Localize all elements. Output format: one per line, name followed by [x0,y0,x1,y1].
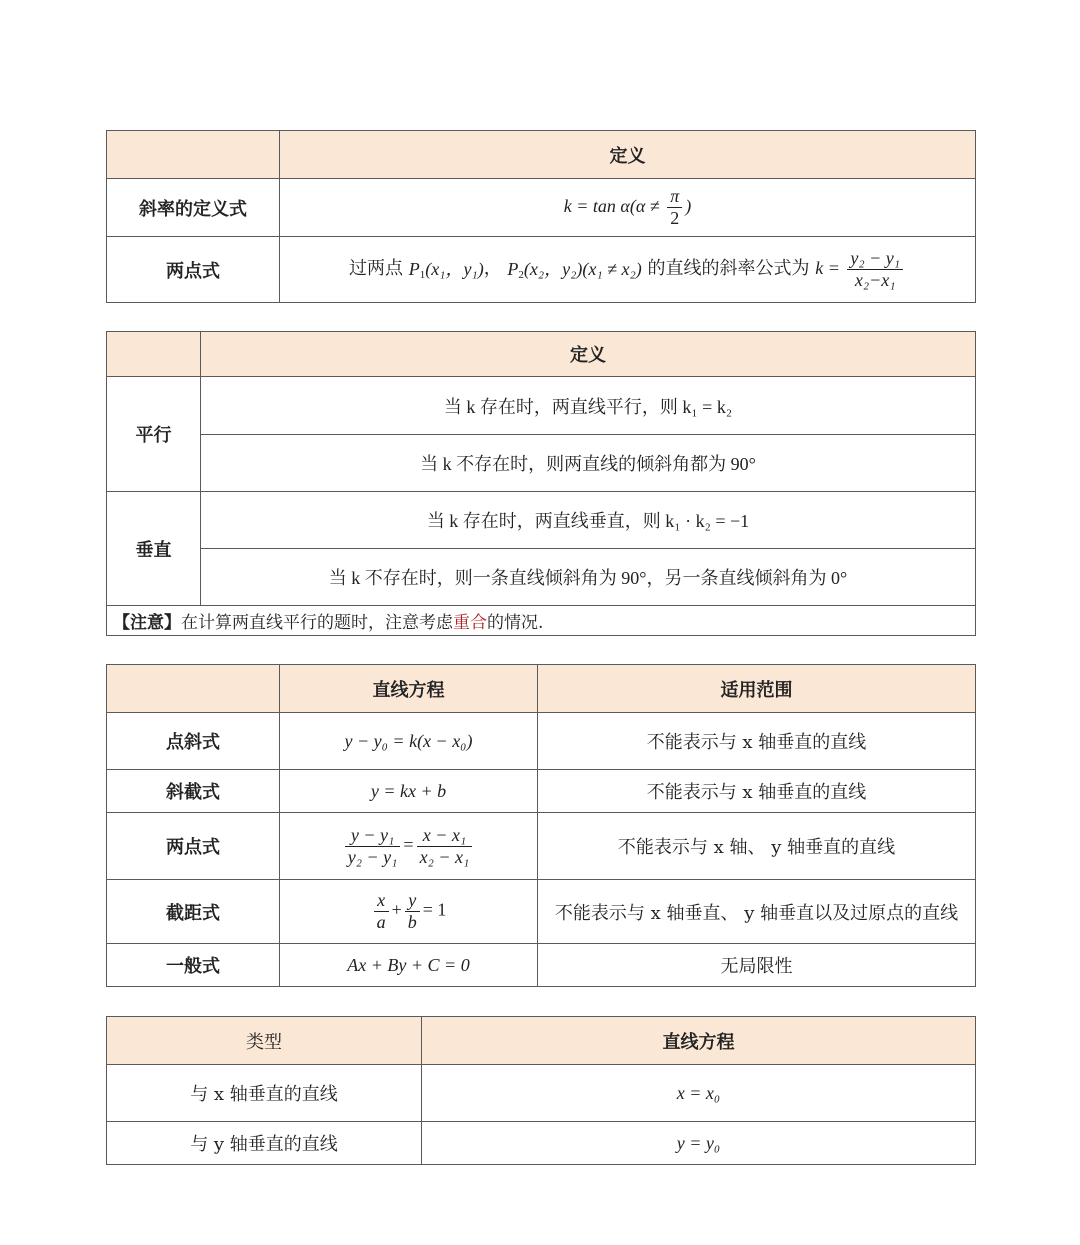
header-equation: 直线方程 [280,665,538,713]
row-label-general: 一般式 [107,944,280,987]
perpendicular-line-2: 当 k 不存在时，则一条直线倾斜角为 90°，另一条直线倾斜角为 0° [201,549,976,606]
slope-definition-table [106,130,976,303]
two-point-slope-formula: 过两点 $P_1(x_1$，y₁)， $P_2(x_2$，y₂)(x₁ ≠ x₂) 的直线的斜率公式为 k = $\frac{\text{y₂ − y₁}}{\text{x₂−x₁}}$ [280,237,976,303]
type-y-perpendicular: 与 y 轴垂直的直线 [107,1122,422,1165]
two-point-form-formula: $\frac{\text{y − y₁}}{\text{y₂ − y₁}}$ = $\frac{\text{x − x₁}}{\text{x₂ − x₁}}$ [280,813,538,880]
row-label-slope-intercept: 斜截式 [107,770,280,813]
general-formula: Ax + By + C = 0 [280,944,538,987]
table1-header: 定义 [280,131,976,179]
formula-y-equals-y0: y = y₀ [422,1122,976,1165]
slope-fraction: $\frac{\text{y₂ − y₁}}{\text{x₂−x₁}}$ [847,248,903,290]
point-slope-scope: 不能表示与 x 轴垂直的直线 [538,713,976,770]
header-scope: 适用范围 [538,665,976,713]
pi-over-2-fraction: $\frac{\pi}{2}$ [667,186,682,228]
row-label-perpendicular: 垂直 [107,492,201,606]
row-label-two-point-form: 两点式 [107,813,280,880]
row-label-two-point: 两点式 [107,237,280,303]
note-tag: 【注意】 [113,613,181,633]
formula-x-equals-x0: x = x₀ [422,1065,976,1122]
note-highlight: 重合 [453,613,487,633]
table2-header: 定义 [201,332,976,377]
row-label-parallel: 平行 [107,377,201,492]
perpendicular-line-1: 当 k 存在时，两直线垂直，则 k₁ · k₂ = −1 [201,492,976,549]
row-label-intercept: 截距式 [107,880,280,944]
empty-header-cell [107,665,280,713]
header-line-equation: 直线方程 [422,1017,976,1065]
slope-definition-formula: k = tan α(α ≠ $\frac{\pi}{2}$ ) [280,179,976,237]
type-x-perpendicular: 与 x 轴垂直的直线 [107,1065,422,1122]
parallel-line-2: 当 k 不存在时，则两直线的倾斜角都为 90° [201,435,976,492]
header-type: 类型 [107,1017,422,1065]
row-label-point-slope: 点斜式 [107,713,280,770]
general-scope: 无局限性 [538,944,976,987]
note-row: 【注意】在计算两直线平行的题时，注意考虑重合的情况. [107,606,976,636]
two-point-form-scope: 不能表示与 x 轴、 y 轴垂直的直线 [538,813,976,880]
point-slope-formula: y − y₀ = k(x − x₀) [280,713,538,770]
empty-header-cell [107,332,201,377]
line-equation-forms-table [106,664,976,987]
slope-intercept-scope: 不能表示与 x 轴垂直的直线 [538,770,976,813]
empty-header-cell [107,131,280,179]
parallel-perpendicular-table [106,331,976,636]
row-label-slope-definition: 斜率的定义式 [107,179,280,237]
axis-perpendicular-lines-table [106,1016,976,1165]
slope-intercept-formula: y = kx + b [280,770,538,813]
intercept-scope: 不能表示与 x 轴垂直、 y 轴垂直以及过原点的直线 [538,880,976,944]
parallel-line-1: 当 k 存在时，两直线平行，则 k₁ = k₂ [201,377,976,435]
intercept-formula: $\frac{x}{a}$ + $\frac{y}{b}$ = 1 [280,880,538,944]
